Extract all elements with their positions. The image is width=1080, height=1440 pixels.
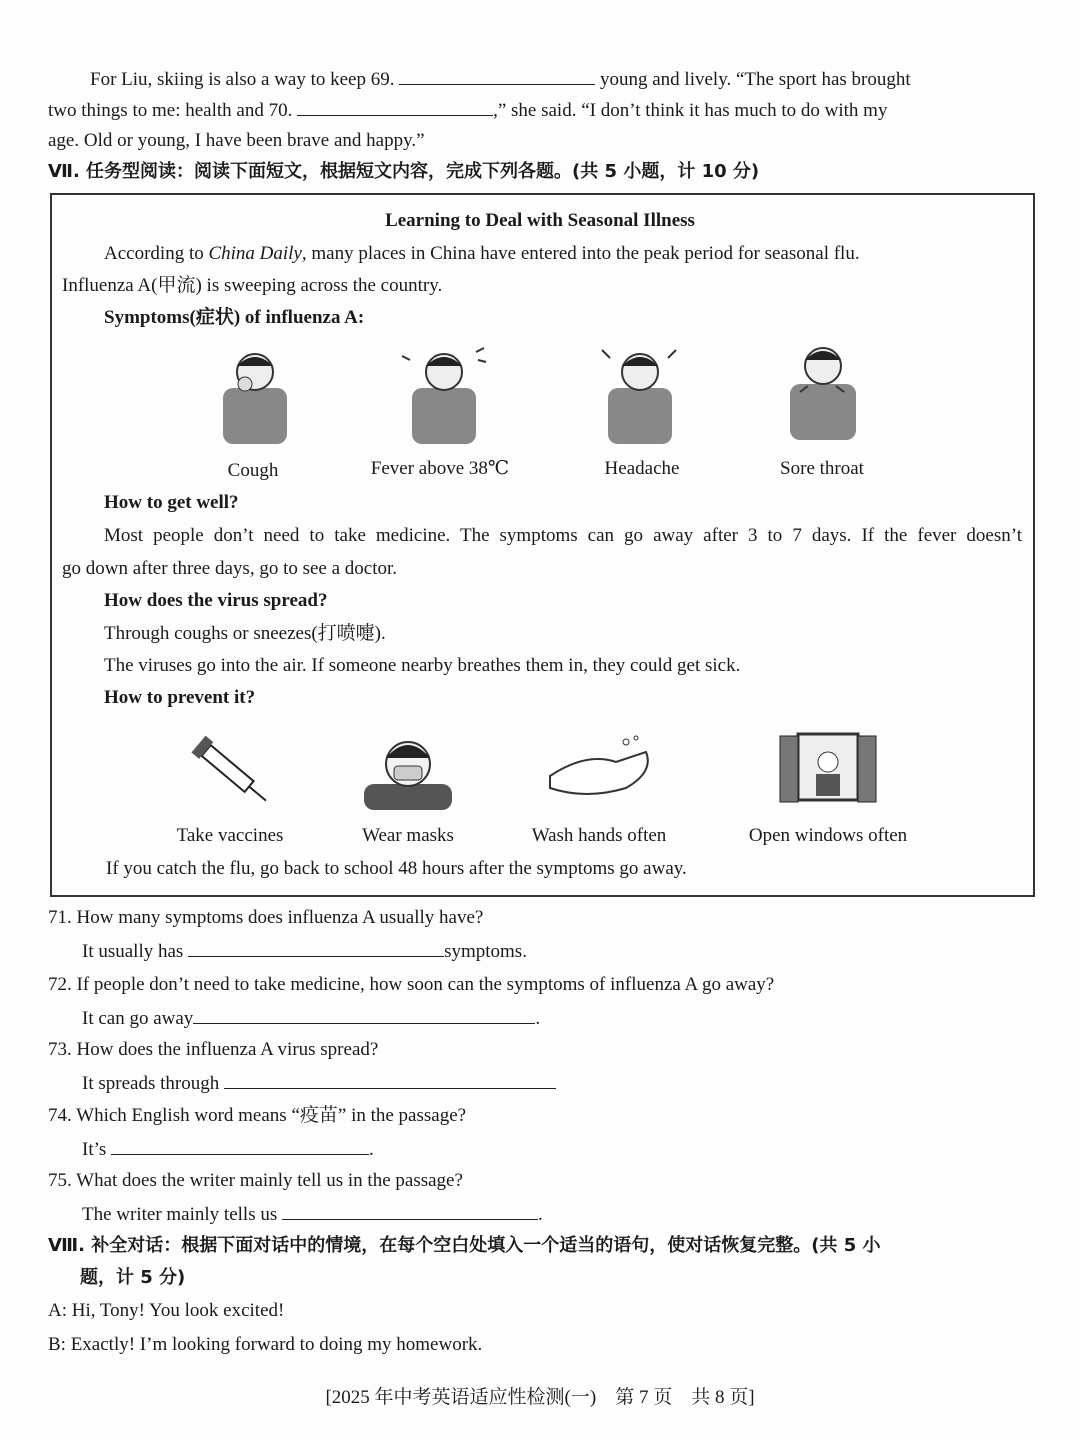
get-well-line1: Most people don’t need to take medicine. The symptoms can go away after 3 to 7 days. If the fever doesn’t xyxy=(104,525,1022,546)
question-71: 71. How many symptoms does influenza A usually have? xyxy=(48,907,484,928)
sore-throat-illustration-icon xyxy=(780,342,866,440)
blank-69[interactable] xyxy=(399,66,595,85)
blank-70[interactable] xyxy=(297,97,493,116)
cough-illustration-icon xyxy=(215,348,295,444)
answer-75: The writer mainly tells us . xyxy=(82,1201,543,1228)
answer-72: It can go away . xyxy=(82,1005,540,1032)
symptom-caption-headache: Headache xyxy=(604,458,680,479)
symptom-caption-sore-throat: Sore throat xyxy=(780,458,864,479)
intro-line-2: two things to me: health and 70. ,” she said. “I don’t think it has much to do with my xyxy=(48,97,887,124)
prevent-heading: How to prevent it? xyxy=(104,687,256,708)
passage-title: Learning to Deal with Seasonal Illness xyxy=(385,210,695,231)
symptom-caption-cough: Cough xyxy=(227,460,279,481)
answer-71: It usually has symptoms. xyxy=(82,938,527,965)
passage-p1-line2: Influenza A(甲流) is sweeping across the country. xyxy=(62,275,443,296)
passage-p1: According to China Daily, many places in China have entered into the peak period for seasonal flu. xyxy=(104,243,860,264)
dialogue-line-a: A: Hi, Tony! You look excited! xyxy=(48,1300,285,1321)
answer-74: It’s . xyxy=(82,1136,374,1163)
section-8-heading: Ⅷ. 补全对话：根据下面对话中的情境，在每个空白处填入一个适当的语句，使对话恢复完整。(共 5 小 xyxy=(48,1235,881,1256)
symptoms-heading: Symptoms(症状) of influenza A: xyxy=(104,307,365,328)
passage-closing: If you catch the flu, go back to school 48 hours after the symptoms go away. xyxy=(106,858,687,879)
get-well-heading: How to get well? xyxy=(104,492,239,513)
section-7-heading: Ⅶ. 任务型阅读：阅读下面短文，根据短文内容，完成下列各题。(共 5 小题，计 10 分) xyxy=(48,161,760,182)
answer-blank-72[interactable] xyxy=(193,1005,535,1024)
answer-73: It spreads through xyxy=(82,1070,556,1097)
prevent-caption-masks: Wear masks xyxy=(362,825,454,846)
headache-illustration-icon xyxy=(592,346,688,444)
prevent-caption-wash-hands: Wash hands often xyxy=(531,825,667,846)
intro-line-3: age. Old or young, I have been brave and happy.” xyxy=(48,130,425,151)
page-footer: [2025 年中考英语适应性检测(一) 第 7 页 共 8 页] xyxy=(325,1387,755,1408)
prevent-caption-vaccines: Take vaccines xyxy=(176,825,284,846)
mask-person-icon xyxy=(360,736,456,810)
question-74: 74. Which English word means “疫苗” in the passage? xyxy=(48,1105,467,1126)
question-75: 75. What does the writer mainly tell us in the passage? xyxy=(48,1170,463,1191)
wash-hands-icon xyxy=(546,732,656,802)
question-72: 72. If people don’t need to take medicine, how soon can the symptoms of influenza A go away? xyxy=(48,974,775,995)
intro-line-1: For Liu, skiing is also a way to keep 69. young and lively. “The sport has brought xyxy=(90,66,911,93)
syringe-icon xyxy=(188,736,278,810)
symptom-caption-fever: Fever above 38℃ xyxy=(370,458,510,479)
open-window-icon xyxy=(778,730,878,804)
section-8-heading-line2: 题，计 5 分) xyxy=(80,1267,186,1288)
dialogue-line-b: B: Exactly! I’m looking forward to doing my homework. xyxy=(48,1334,483,1355)
answer-blank-74[interactable] xyxy=(111,1136,369,1155)
question-73: 73. How does the influenza A virus spread? xyxy=(48,1039,379,1060)
spread-line1: Through coughs or sneezes(打喷嚏). xyxy=(104,623,386,644)
spread-line2: The viruses go into the air. If someone nearby breathes them in, they could get sick. xyxy=(104,655,741,676)
answer-blank-71[interactable] xyxy=(188,938,444,957)
spread-heading: How does the virus spread? xyxy=(104,590,328,611)
get-well-line2: go down after three days, go to see a doctor. xyxy=(62,558,398,579)
prevent-caption-windows: Open windows often xyxy=(748,825,908,846)
answer-blank-73[interactable] xyxy=(224,1070,556,1089)
answer-blank-75[interactable] xyxy=(282,1201,538,1220)
fever-illustration-icon xyxy=(398,346,488,444)
